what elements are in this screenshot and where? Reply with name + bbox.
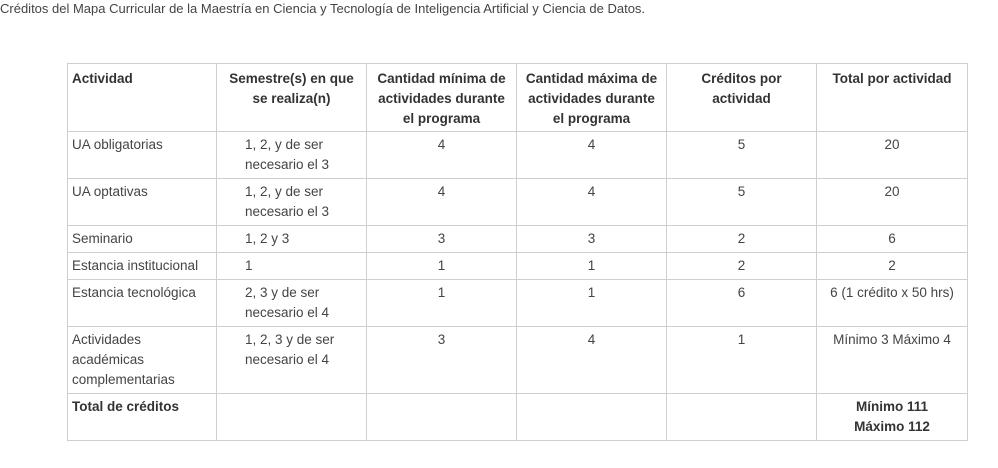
table-row (68, 327, 968, 394)
table-cell: 1, 2 y 3 (217, 226, 367, 253)
total-max: Máximo 112 (854, 419, 930, 434)
total-label: Total de créditos (68, 394, 217, 441)
table-cell: Seminario (68, 226, 217, 253)
table-cell: 4 (517, 179, 667, 226)
table-cell: Mínimo 3 Máximo 4 (817, 327, 968, 394)
table-cell: 1 (217, 253, 367, 280)
table-cell: 4 (517, 327, 667, 394)
table-row (68, 253, 968, 280)
table-caption: Créditos del Mapa Curricular de la Maestría en Ciencia y Tecnología de Inteligencia Artificial y Ciencia de Datos. (0, 1, 646, 16)
table-cell: 2 (667, 226, 817, 253)
table-cell: 3 (367, 226, 517, 253)
table-cell: 1, 2, y de ser necesario el 3 (217, 179, 367, 226)
table-cell (517, 394, 667, 441)
credits-table (67, 63, 968, 441)
table-cell: 20 (817, 132, 968, 179)
table-cell (217, 394, 367, 441)
table-cell: 1, 2, 3 y de ser necesario el 4 (217, 327, 367, 394)
table-row (68, 179, 968, 226)
total-row (68, 394, 968, 441)
table-cell: 1 (367, 280, 517, 327)
column-header: Créditos por actividad (667, 64, 817, 132)
column-header: Actividad (68, 64, 217, 132)
table-cell: 4 (367, 179, 517, 226)
total-value (817, 394, 968, 441)
table-cell: 6 (667, 280, 817, 327)
table-cell: 1 (367, 253, 517, 280)
column-header: Total por actividad (817, 64, 968, 132)
table-cell: 6 (817, 226, 968, 253)
table-cell: 3 (517, 226, 667, 253)
table-cell: UA optativas (68, 179, 217, 226)
column-header: Cantidad mínima de actividades durante el programa (367, 64, 517, 132)
table-cell: 4 (517, 132, 667, 179)
column-header: Semestre(s) en que se realiza(n) (217, 64, 367, 132)
table-row (68, 132, 968, 179)
table-cell: 1 (667, 327, 817, 394)
table-cell: 5 (667, 179, 817, 226)
table-cell: 2, 3 y de ser necesario el 4 (217, 280, 367, 327)
table-cell: 3 (367, 327, 517, 394)
table-cell: Actividades académicas complementarias (68, 327, 217, 394)
table-row (68, 226, 968, 253)
table-cell: 1 (517, 280, 667, 327)
table-cell (667, 394, 817, 441)
total-min: Mínimo 111 (855, 399, 929, 414)
table-cell: 1, 2, y de ser necesario el 3 (217, 132, 367, 179)
table-cell: 1 (517, 253, 667, 280)
table-row (68, 280, 968, 327)
table-cell: 2 (667, 253, 817, 280)
table-cell: 20 (817, 179, 968, 226)
table-header-row (68, 64, 968, 132)
column-header: Cantidad máxima de actividades durante el programa (517, 64, 667, 132)
table-cell: Estancia tecnológica (68, 280, 217, 327)
table-cell: 6 (1 crédito x 50 hrs) (817, 280, 968, 327)
table-cell: Estancia institucional (68, 253, 217, 280)
table-cell: 2 (817, 253, 968, 280)
table-cell: 5 (667, 132, 817, 179)
table-cell (367, 394, 517, 441)
table-cell: UA obligatorias (68, 132, 217, 179)
table-cell: 4 (367, 132, 517, 179)
